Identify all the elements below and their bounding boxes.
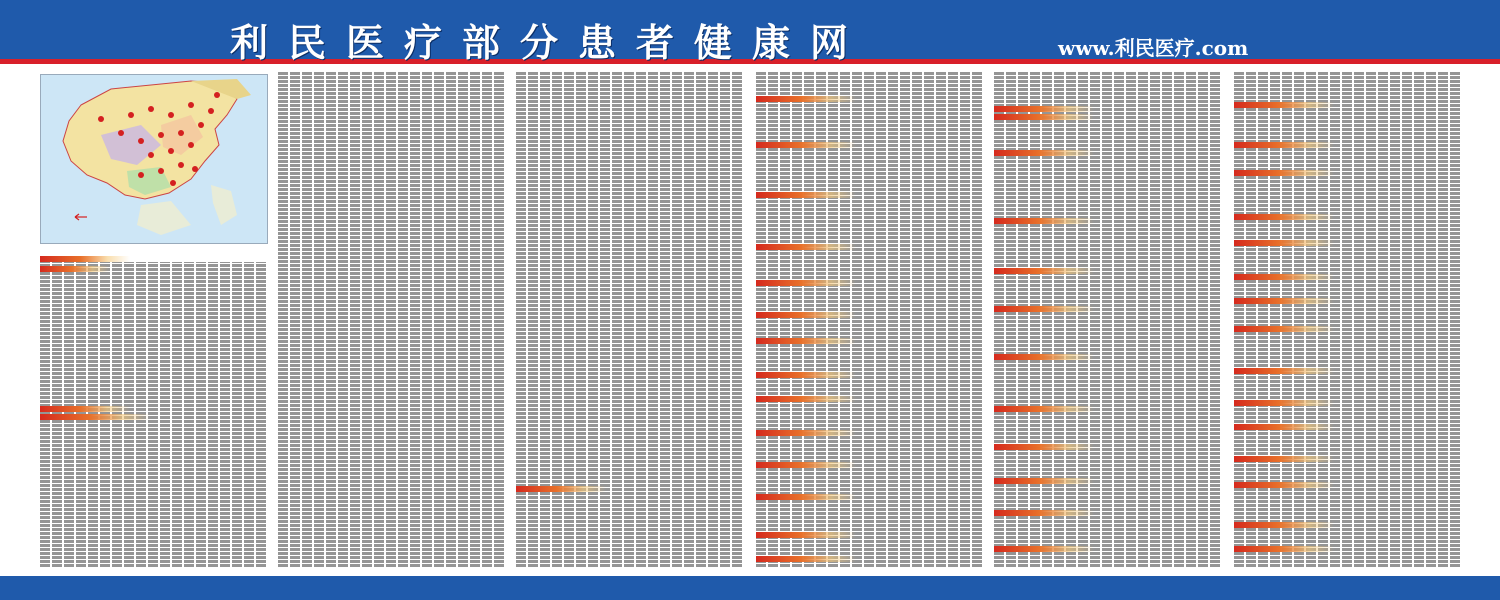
text-block	[516, 72, 742, 568]
column-2	[278, 72, 506, 568]
section-header-bar	[994, 546, 1094, 552]
section-header-bar	[756, 372, 856, 378]
section-header-bar	[756, 430, 856, 436]
section-header-bar	[756, 556, 856, 562]
section-header-bar	[756, 280, 856, 286]
section-header-bar	[1234, 400, 1334, 406]
section-header-bar	[994, 306, 1094, 312]
section-header-bar	[994, 510, 1094, 516]
section-header-bar	[756, 532, 856, 538]
section-header-bar	[1234, 274, 1334, 280]
section-header-bar	[40, 256, 130, 262]
section-header-bar	[994, 268, 1094, 274]
section-header-bar	[756, 338, 856, 344]
section-header-bar	[756, 396, 856, 402]
text-block	[994, 72, 1220, 568]
section-header-bar	[756, 142, 856, 148]
section-header-bar	[756, 494, 856, 500]
column-5	[994, 72, 1220, 568]
section-header-bar	[756, 244, 856, 250]
section-header-bar	[1234, 456, 1334, 462]
section-header-bar	[756, 312, 856, 318]
section-header-bar	[40, 406, 130, 412]
section-header-bar	[1234, 240, 1334, 246]
section-header-bar	[1234, 326, 1334, 332]
section-header-bar	[40, 414, 150, 420]
section-header-bar	[994, 354, 1094, 360]
section-header-bar	[1234, 214, 1334, 220]
section-header-bar	[1234, 368, 1334, 374]
section-header-bar	[1234, 424, 1334, 430]
china-map	[40, 74, 268, 244]
section-header-bar	[994, 478, 1094, 484]
section-header-bar	[516, 486, 606, 492]
section-header-bar	[1234, 170, 1334, 176]
text-block	[278, 72, 506, 568]
section-header-bar	[756, 462, 856, 468]
site-url[interactable]: www.利民医疗.com	[1058, 36, 1249, 60]
china-map-icon	[41, 75, 267, 243]
section-header-bar	[1234, 482, 1334, 488]
section-header-bar	[994, 218, 1094, 224]
section-header-bar	[1234, 546, 1334, 552]
page-title: 利民医疗部分患者健康网	[230, 20, 869, 65]
section-header-bar	[994, 150, 1094, 156]
section-header-bar	[994, 444, 1094, 450]
section-header-bar	[1234, 522, 1334, 528]
section-header-bar	[40, 266, 110, 272]
footer-banner	[0, 576, 1500, 600]
column-3	[516, 72, 742, 568]
section-header-bar	[756, 96, 856, 102]
section-header-bar	[756, 192, 856, 198]
section-header-bar	[1234, 298, 1334, 304]
section-header-bar	[1234, 102, 1334, 108]
section-header-bar	[994, 406, 1094, 412]
section-header-bar	[1234, 142, 1334, 148]
section-header-bar	[994, 114, 1094, 120]
section-header-bar	[994, 106, 1094, 112]
